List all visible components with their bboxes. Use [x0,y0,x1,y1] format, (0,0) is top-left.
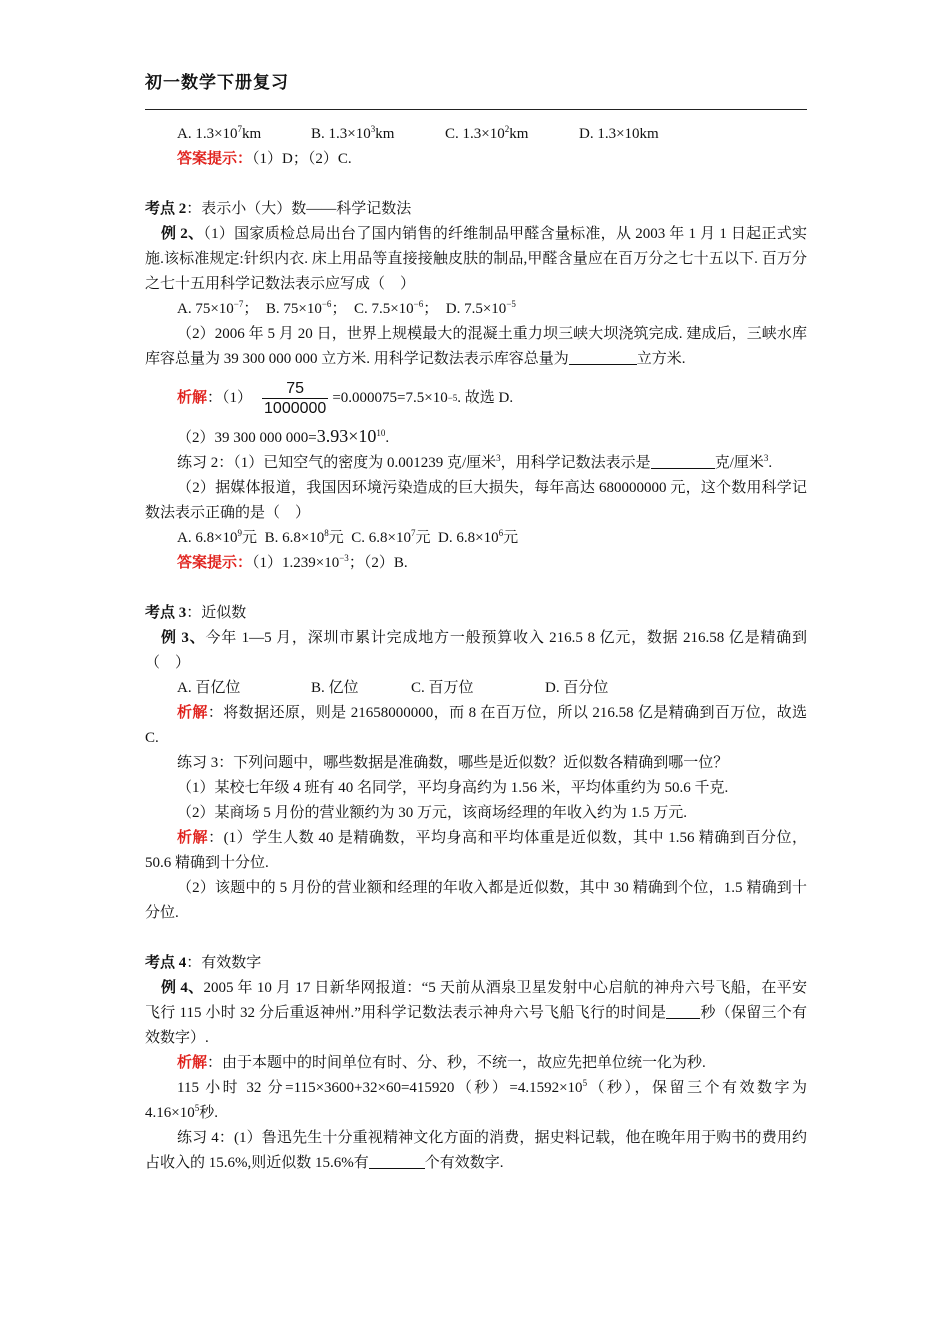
solution-3b-part2: （2）该题中的 5 月份的营业额和经理的年收入都是近似数，其中 30 精确到个位，1.5 精确到十分位. [145,880,807,921]
header-divider [145,109,807,110]
answer-hint-2: 答案提示：$(1)1.239\times 10^{-3}$；（2）B. [177,553,408,571]
page-header-title: 初一数学下册复习 [145,73,289,93]
section-heading-2: 考点 2：表示小（大）数——科学记数法 [145,201,412,217]
document-body [145,122,807,1176]
answer-hint: 答案提示：（1）D；（2）C. [177,151,352,167]
solution-2-line-2: （2）39 300 000 $000=3.93\times 10^{10}$. [177,426,390,446]
option-d: D. 百分位 [545,680,609,696]
example-2: 例 2、（1）国家质检总局出台了国内销售的纤维制品甲醛含量标准，从 2003 年 1 月 1 日起正式实施.该标准规定:针织内衣. 床上用品等直接接触皮肤的制品,甲醛含量应在百万分之七十五以下. 百万分之七十五用科学记数法表示应写成（ ） [145,226,807,292]
practice-4: 练习 4：(1）鲁迅先生十分重视精神文化方面的消费，据史料记载，他在晚年用于购书的费用约占收入的 15.6%,则近似数 15.6%有 个有效数字. [145,1130,807,1171]
example-2-options: A. $75\times 10^{-7}$； B. $75\times 10^{-6}$； C. $7.5\times 10^{-6}$； D. $7.5\times 10^{-5}$ [177,299,516,317]
option-b: B. $1.3\times 10^3km$ [311,124,395,142]
section-heading-4: 考点 4：有效数字 [145,955,262,971]
practice-2-q2: （2）据媒体报道，我国因环境污染造成的巨大损失，每年高达 680000000 元，这个数用科学记数法表示正确的是（ ） [145,480,807,521]
answer-blank [666,1002,700,1019]
solution-3b: 析解：(1）学生人数 40 是精确数，平均身高和平均体重是近似数，其中 1.56 精确到百分位，50.6 精确到十分位. [145,830,807,871]
options-row [145,122,807,147]
answer-blank [651,452,715,469]
example-3-options [145,676,807,701]
practice-2-q1: 练习 2：（1）已知空气的密度为 0.001239 克/厘米$^3$，用科学记数法表示是 克/厘米$^3$. [177,453,773,471]
solution-3: 析解：将数据还原，则是 21658000000，而 8 在百万位，所以 216.58 亿是精确到百万位，故选 C. [145,705,807,746]
practice-3: 练习 3：下列问题中，哪些数据是准确数，哪些是近似数？近似数各精确到哪一位？ [177,755,729,771]
example-2-question-2: （2）2006 年 5 月 20 日，世界上规模最大的混凝土重力坝三峡大坝浇筑完成. 建成后，三峡水库库容总量为 39 300 000 000 立方米. 用科学记数法表示库容总量为 立方米. [145,326,807,367]
example-3: 例 3、今年 1—5 月，深圳市累计完成地方一般预算收入 216.5 8 亿元，数据 216.58 亿是精确到（ ） [145,630,807,671]
solution-4: 析解：由于本题中的时间单位有时、分、秒，不统一，故应先把单位统一化为秒. [177,1055,706,1071]
option-d: D. 1.3×10km [579,126,659,142]
option-c: C. $1.3\times 10^2km$ [445,124,529,142]
solution-2-line-1: 析解 ：（1） $\frac{75}{1000000}$ =0.000075=7.5×10 −5 . 故选 D. [177,379,514,417]
option-a: A. 百亿位 [177,680,241,696]
fraction: $\frac{75}{1000000}$ [264,379,327,417]
option-b: B. 亿位 [311,680,359,696]
practice-3-q2: （2）某商场 5 月份的营业额约为 30 万元，该商场经理的年收入约为 1.5 万元. [177,805,688,821]
practice-2-options: A. $6.8\times 10^9$元 B. $6.8\times 10^8$元 C. $6.8\times 10^7$元 D. $6.8\times 10^6$元 [177,528,519,546]
option-a: A. $1.3\times 10^7km$ [177,124,262,142]
example-4: 例 4、2005 年 10 月 17 日新华网报道：“5 天前从酒泉卫星发射中心启航的神舟六号飞船，在平安飞行 115 小时 32 分后重返神州.”用科学记数法表示神舟六号飞船飞行的时间是 秒（保留三个有效数字）. [145,980,807,1046]
option-c: C. 百万位 [411,680,474,696]
answer-blank [369,1152,425,1169]
section-heading-3: 考点 3：近似数 [145,605,247,621]
solution-4-calc: 115 小时 32 分=115×3600+32×60=415920（秒）$=4.1592\times 10^5$（秒），保留三个有效数字为 $4.16\times 10^5$秒. [145,1078,807,1121]
practice-3-q1: （1）某校七年级 4 班有 40 名同学，平均身高约为 1.56 米，平均体重约为 50.6 千克. [177,780,729,796]
answer-blank [569,348,637,365]
